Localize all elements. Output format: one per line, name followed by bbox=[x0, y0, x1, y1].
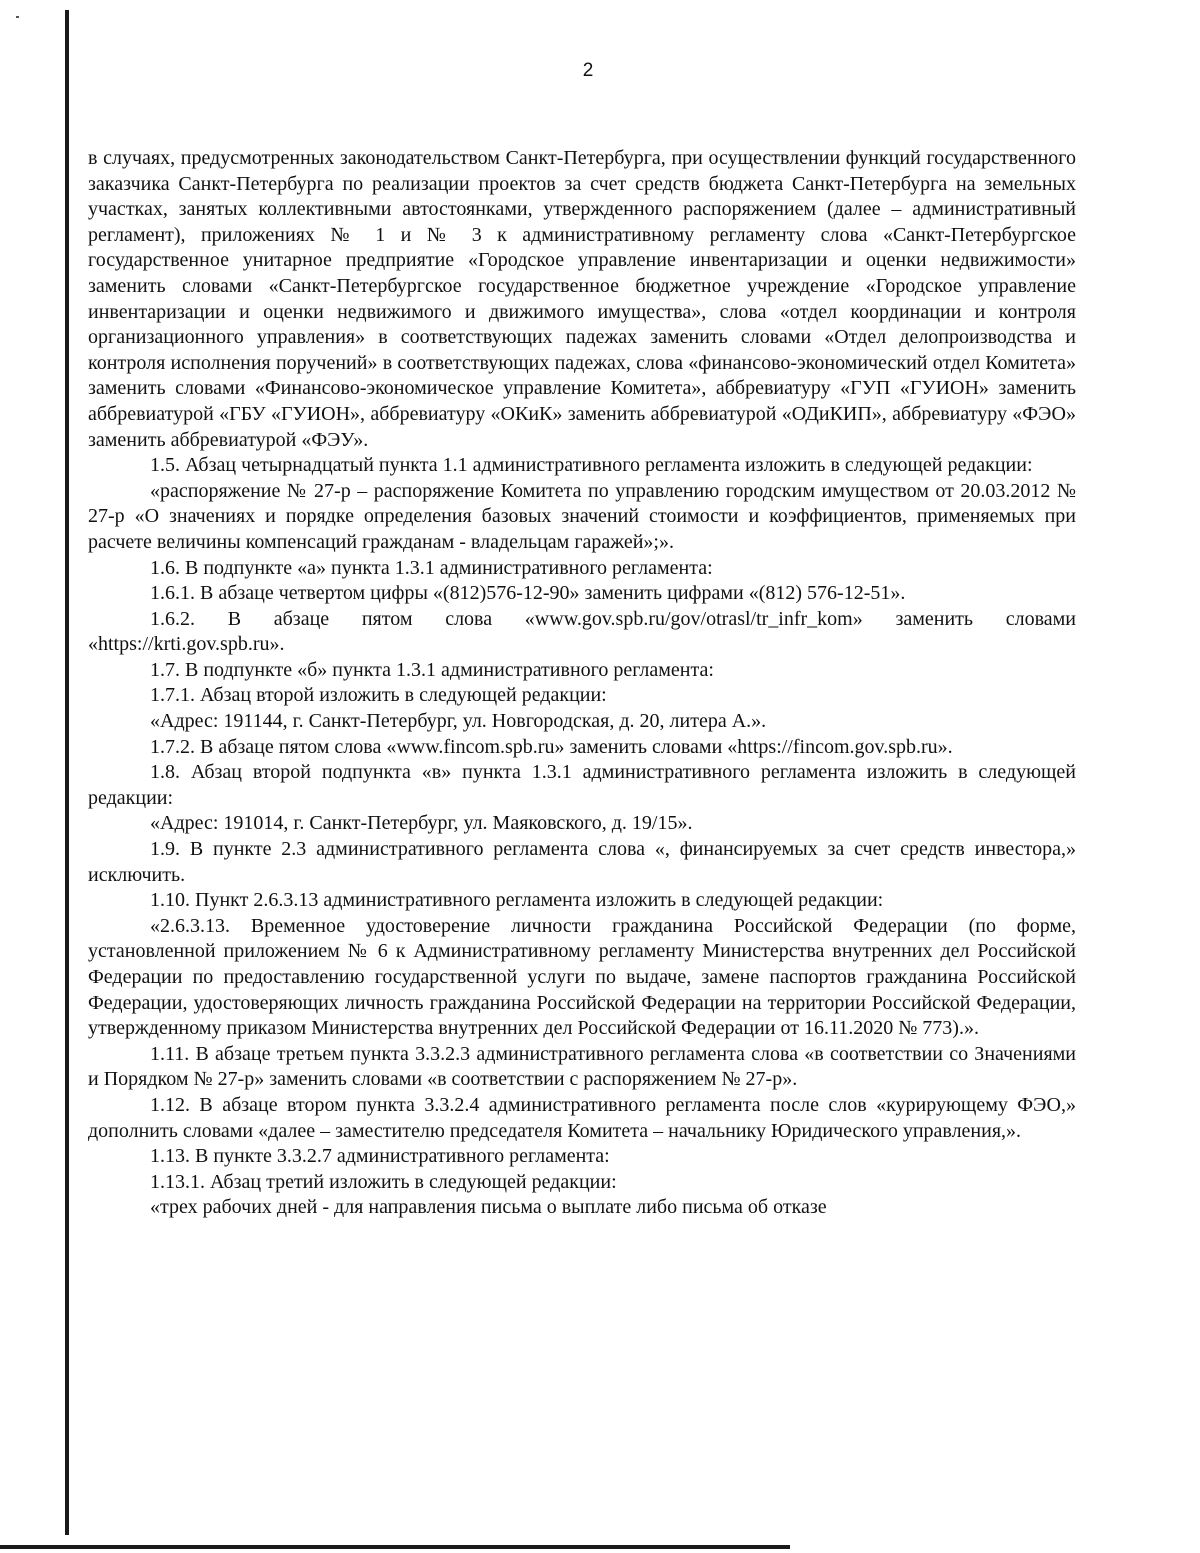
paragraph: 1.6. В подпункте «а» пункта 1.3.1 административного регламента: bbox=[150, 556, 713, 579]
paragraph: 1.7.2. В абзаце пятом слова «www.fincom.spb.ru» заменить словами «https://fincom.gov.spb.ru». bbox=[150, 735, 953, 758]
paragraph: 1.6.2. В абзаце пятом слова «www.gov.spb.ru/gov/otrasl/tr_infr_kom» заменить словами «https://krti.gov.spb.ru». bbox=[88, 607, 1076, 656]
paragraph: «распоряжение № 27-р – распоряжение Комитета по управлению городским имуществом от 20.03.2012 № 27-р «О значениях и порядке определения базовых значений стоимости и коэффициентов, применяемых при расчете величины компенсаций гражданам - владельцам гаражей»;». bbox=[88, 479, 1076, 553]
paragraph: «Адрес: 191144, г. Санкт-Петербург, ул. Новгородская, д. 20, литера А.». bbox=[150, 710, 767, 733]
paragraph: в случаях, предусмотренных законодательством Санкт-Петербурга, при осуществлении функций государственного заказчика Санкт-Петербурга по реализации проектов за счет средств бюджета Санкт-Петербурга на земельных участках, занятых коллективными автостоянками, утвержденного распоряжением (далее – административный регламент), приложениях № 1 и № 3 к административному регламенту слова «Санкт-Петербургское государственное унитарное предприятие «Городское управление инвентаризации и оценки недвижимости» заменить словами «Санкт-Петербургское государственное бюджетное учреждение «Городское управление инвентаризации и оценки недвижимого и движимого имущества», слова «отдел координации и контроля организационного управления» в соответствующих падежах заменить словами «Отдел делопроизводства и контроля исполнения поручений» в соответствующих падежах, слова «финансово-экономический отдел Комитета» заменить словами «Финансово-экономическое управление Комитета», аббревиатуру «ГУП «ГУИОН» заменить аббревиатурой «ГБУ «ГУИОН», аббревиатуру «ОКиК» заменить аббревиатурой «ОДиКИП», аббревиатуру «ФЭО» заменить аббревиатурой «ФЭУ». bbox=[88, 147, 1076, 451]
paragraph: 1.7. В подпункте «б» пункта 1.3.1 административного регламента: bbox=[150, 658, 714, 681]
document-body bbox=[88, 146, 1076, 1221]
scan-edge-bottom bbox=[0, 1545, 790, 1549]
scan-edge-left bbox=[65, 10, 69, 1535]
page-number: 2 bbox=[582, 60, 594, 81]
paragraph: 1.12. В абзаце втором пункта 3.3.2.4 административного регламента после слов «курирующему ФЭО,» дополнить словами «далее – заместителю председателя Комитета – начальнику Юридического управления,». bbox=[88, 1093, 1076, 1142]
paragraph: 1.6.1. В абзаце четвертом цифры «(812)576-12-90» заменить цифрами «(812) 576-12-51». bbox=[150, 582, 906, 605]
paragraph: 1.8. Абзац второй подпункта «в» пункта 1.3.1 административного регламента изложить в следующей редакции: bbox=[88, 761, 1076, 809]
paragraph: 1.13.1. Абзац третий изложить в следующей редакции: bbox=[150, 1170, 617, 1193]
paragraph: 1.13. В пункте 3.3.2.7 административного регламента: bbox=[150, 1145, 610, 1168]
paragraph: «Адрес: 191014, г. Санкт-Петербург, ул. Маяковского, д. 19/15». bbox=[150, 812, 693, 835]
paragraph: «2.6.3.13. Временное удостоверение личности гражданина Российской Федерации (по форме, установленной приложением № 6 к Административному регламенту Министерства внутренних дел Российской Федерации по предоставлению государственной услуги по выдаче, замене паспортов гражданина Российской Федерации, удостоверяющих личность гражданина Российской Федерации на территории Российской Федерации, утвержденному приказом Министерства внутренних дел Российской Федерации от 16.11.2020 № 773).». bbox=[88, 914, 1076, 1040]
scan-artifact bbox=[16, 16, 19, 18]
paragraph: 1.10. Пункт 2.6.3.13 административного регламента изложить в следующей редакции: bbox=[150, 889, 884, 912]
paragraph: 1.5. Абзац четырнадцатый пункта 1.1 административного регламента изложить в следующей редакции: bbox=[150, 454, 1033, 477]
paragraph: 1.7.1. Абзац второй изложить в следующей редакции: bbox=[150, 684, 607, 707]
paragraph: 1.11. В абзаце третьем пункта 3.3.2.3 административного регламента слова «в соответствии со Значениями и Порядком № 27-р» заменить словами «в соответствии с распоряжением № 27-р». bbox=[88, 1042, 1076, 1091]
paragraph: 1.9. В пункте 2.3 административного регламента слова «, финансируемых за счет средств инвестора,» исключить. bbox=[88, 838, 1076, 886]
paragraph: «трех рабочих дней - для направления письма о выплате либо письма об отказе bbox=[150, 1196, 827, 1219]
